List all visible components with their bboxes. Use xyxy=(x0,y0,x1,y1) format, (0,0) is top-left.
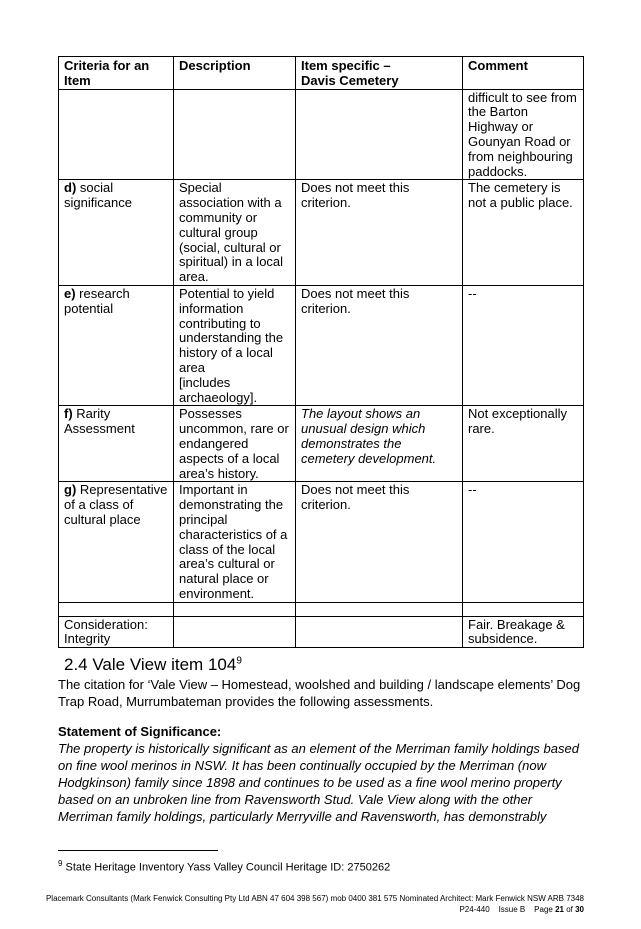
description-cell: Potential to yield information contributing to understanding the history of a local area [includes archaeology]. xyxy=(174,285,296,405)
item-cell: The layout shows an unusual design which demonstrates the cemetery development. xyxy=(296,406,463,482)
description-cell: Important in demonstrating the principal characteristics of a class of the local area’s cultural or natural place or environment. xyxy=(174,482,296,602)
comment-cell: -- xyxy=(463,482,584,602)
footnote-mark: 9 xyxy=(58,859,63,868)
table-row xyxy=(59,406,584,482)
section-heading-text: 2.4 Vale View item 104 xyxy=(64,655,237,674)
criteria-cell: g) Representative of a class of cultural place xyxy=(59,482,174,602)
header-description: Description xyxy=(174,57,296,90)
footnote-divider xyxy=(58,850,218,851)
description-cell xyxy=(174,616,296,648)
criteria-cell xyxy=(59,602,174,616)
footer-page-prefix: Page xyxy=(534,905,556,914)
comment-cell: Not exceptionally rare. xyxy=(463,406,584,482)
footnote-reference[interactable]: 9 xyxy=(236,655,242,667)
intro-paragraph: The citation for ‘Vale View – Homestead, woolshed and building / landscape elements’ Dog Trap Road, Murrumbateman provides the following assessments. xyxy=(58,677,581,709)
header-item-specific: Item specific – Davis Cemetery xyxy=(296,57,463,90)
header-comment: Comment xyxy=(463,57,584,90)
statement-of-significance-body: The property is historically significant as an element of the Merriman family holdings based on fine wool merinos in NSW. It has been continually occupied by the Merriman (now Hodgkinson) family since 1898 and continues to be used as a fine wool merino property based on an unbroken line from Ravensworth Stud. Vale View along with the other Merriman family holdings, particularly Merryville and Ravensworth, has demonstrably xyxy=(58,741,579,824)
comment-cell: The cemetery is not a public place. xyxy=(463,180,584,286)
description-cell: Special association with a community or cultural group (social, cultural or spiritual) in a local area. xyxy=(174,180,296,286)
item-cell: Does not meet this criterion. xyxy=(296,482,463,602)
table-row xyxy=(59,89,584,180)
footnote-text: State Heritage Inventory Yass Valley Council Heritage ID: 2750262 xyxy=(62,861,391,874)
item-cell: Does not meet this criterion. xyxy=(296,180,463,286)
table-row xyxy=(59,180,584,286)
footer-company-line: Placemark Consultants (Mark Fenwick Consulting Pty Ltd ABN 47 604 398 567) mob 0400 381 575 Nominated Architect: Mark Fenwick NSW ARB 7348 xyxy=(45,894,584,903)
footnote xyxy=(58,857,390,875)
criteria-cell: Consideration: Integrity xyxy=(59,616,174,648)
footer-page-number: 21 xyxy=(555,905,564,914)
comment-cell: difficult to see from the Barton Highway or Gounyan Road or from neighbouring paddocks. xyxy=(463,89,584,180)
footer-issue: Issue B xyxy=(498,905,526,914)
footer-page-of: of xyxy=(563,905,576,914)
footer-doc-ref: P24-440 xyxy=(459,905,490,914)
criteria-cell: d) social significance xyxy=(59,180,174,286)
table-row xyxy=(59,285,584,405)
section-heading xyxy=(64,655,242,675)
item-cell xyxy=(296,602,463,616)
footer-page-line xyxy=(46,904,584,915)
table-row xyxy=(59,482,584,602)
heritage-criteria-table xyxy=(58,56,584,648)
table-row xyxy=(59,602,584,616)
description-cell xyxy=(174,602,296,616)
criteria-cell: e) research potential xyxy=(59,285,174,405)
criteria-cell: f) Rarity Assessment xyxy=(59,406,174,482)
item-cell xyxy=(296,89,463,180)
comment-cell xyxy=(463,602,584,616)
criteria-cell xyxy=(59,89,174,180)
statement-of-significance-title: Statement of Significance: xyxy=(58,724,222,739)
item-cell xyxy=(296,616,463,648)
item-cell: Does not meet this criterion. xyxy=(296,285,463,405)
description-cell: Possesses uncommon, rare or endangered aspects of a local area’s history. xyxy=(174,406,296,482)
header-criteria: Criteria for an Item xyxy=(59,57,174,90)
page-footer xyxy=(46,893,584,915)
table-row xyxy=(59,616,584,648)
description-cell xyxy=(174,89,296,180)
comment-cell: -- xyxy=(463,285,584,405)
table-header-row xyxy=(59,57,584,90)
comment-cell: Fair. Breakage & subsidence. xyxy=(463,616,584,648)
footer-page-total: 30 xyxy=(575,905,584,914)
